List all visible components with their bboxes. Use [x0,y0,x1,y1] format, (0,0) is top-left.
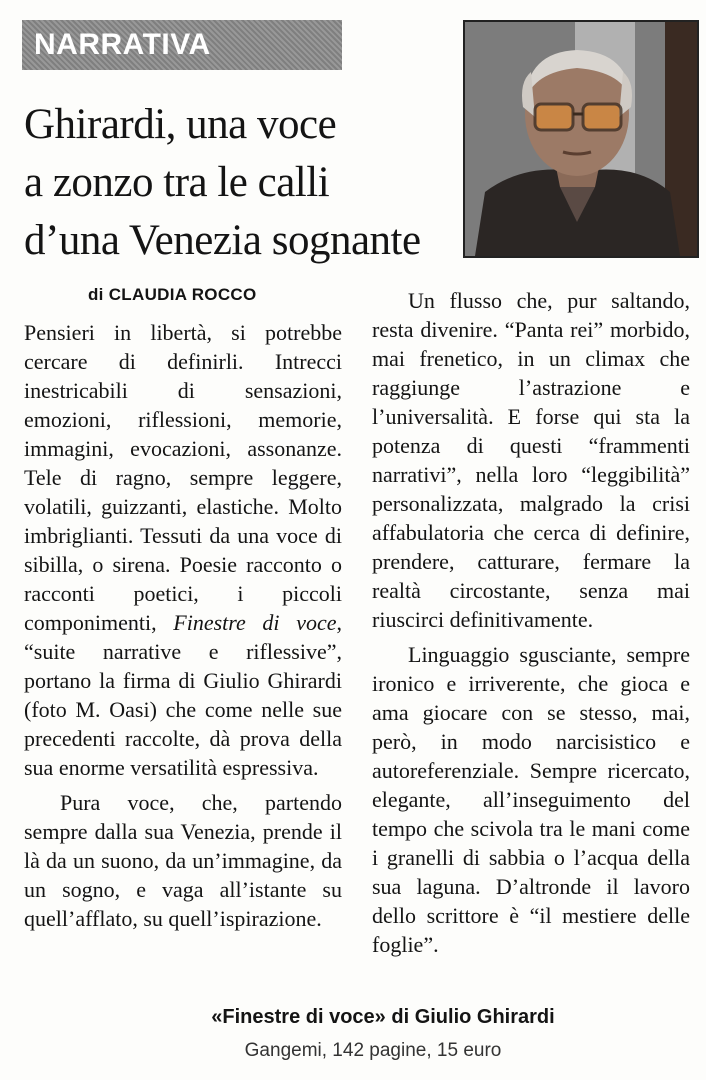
headline-line-1: Ghirardi, una voce [24,101,337,148]
byline: di CLAUDIA ROCCO [88,285,257,304]
book-title-inline: Finestre di voce [173,610,337,635]
paragraph-1-text-b: , “suite narrative e riflessive”, portano la firma di Giulio Ghirardi (foto M. Oasi) che come nelle sue precedenti raccolte, dà prova della sua enorme versatilità espressiva. [24,610,343,780]
paragraph-1 [24,318,342,782]
paragraph-2-text: Pura voce, che, partendo sempre dalla sua Venezia, prende il là da un suono, da un’immagine, da un sogno, e vaga all’istante su quell’afflato, su quell’ispirazione. [24,790,342,931]
author-photo [463,20,699,258]
portrait-illustration [465,22,697,256]
section-tag: NARRATIVA [22,20,342,70]
headline-line-2: a zonzo tra le calli [24,159,330,206]
paragraph-3: Un flusso che, pur saltando, resta divenire. “Panta rei” morbido, mai frenetico, in un climax che raggiunge l’astrazione e l’universalità. E forse qui sta la potenza di questi “frammenti narrativi”, nella loro “leggibilità” personalizzata, malgrado la crisi affabulatoria che cerca di definire, prendere, catturare, fermare la realtà circostante, senza mai riuscirci definitivamente. [372,288,690,632]
headline [24,96,464,270]
headline-line-3: d’una Venezia sognante [24,217,421,264]
paragraph-2 [24,788,342,933]
book-title: «Finestre di voce» di Giulio Ghirardi [211,1006,555,1028]
paragraph-4: Linguaggio sgusciante, sempre ironico e irriverente, che gioca e ama giocare con se stesso, mai, però, in modo narcisistico e autoreferenziale. Sempre ricercato, elegante, all’inseguimento del tempo che scivola tra le mani come i granelli di sabbia o l’acqua della sua laguna. D’altronde il lavoro dello scrittore è “il mestiere delle foglie”. [372,642,690,957]
article-column-right [372,286,690,965]
paragraph-1-text-a: Pensieri in libertà, si potrebbe cercare di definirli. Intrecci inestricabili di sensazioni, emozioni, riflessioni, memorie, immagini, evocazioni, assonanze. Tele di ragno, sempre leggere, volatili, guizzanti, elastiche. Molto imbriglianti. Tessuti da una voce di sibilla, o sirena. Poesie racconto o racconti poetici, i piccoli componimenti, [24,320,342,635]
book-info: Gangemi, 142 pagine, 15 euro [244,1040,502,1061]
article-column-left [24,318,342,939]
